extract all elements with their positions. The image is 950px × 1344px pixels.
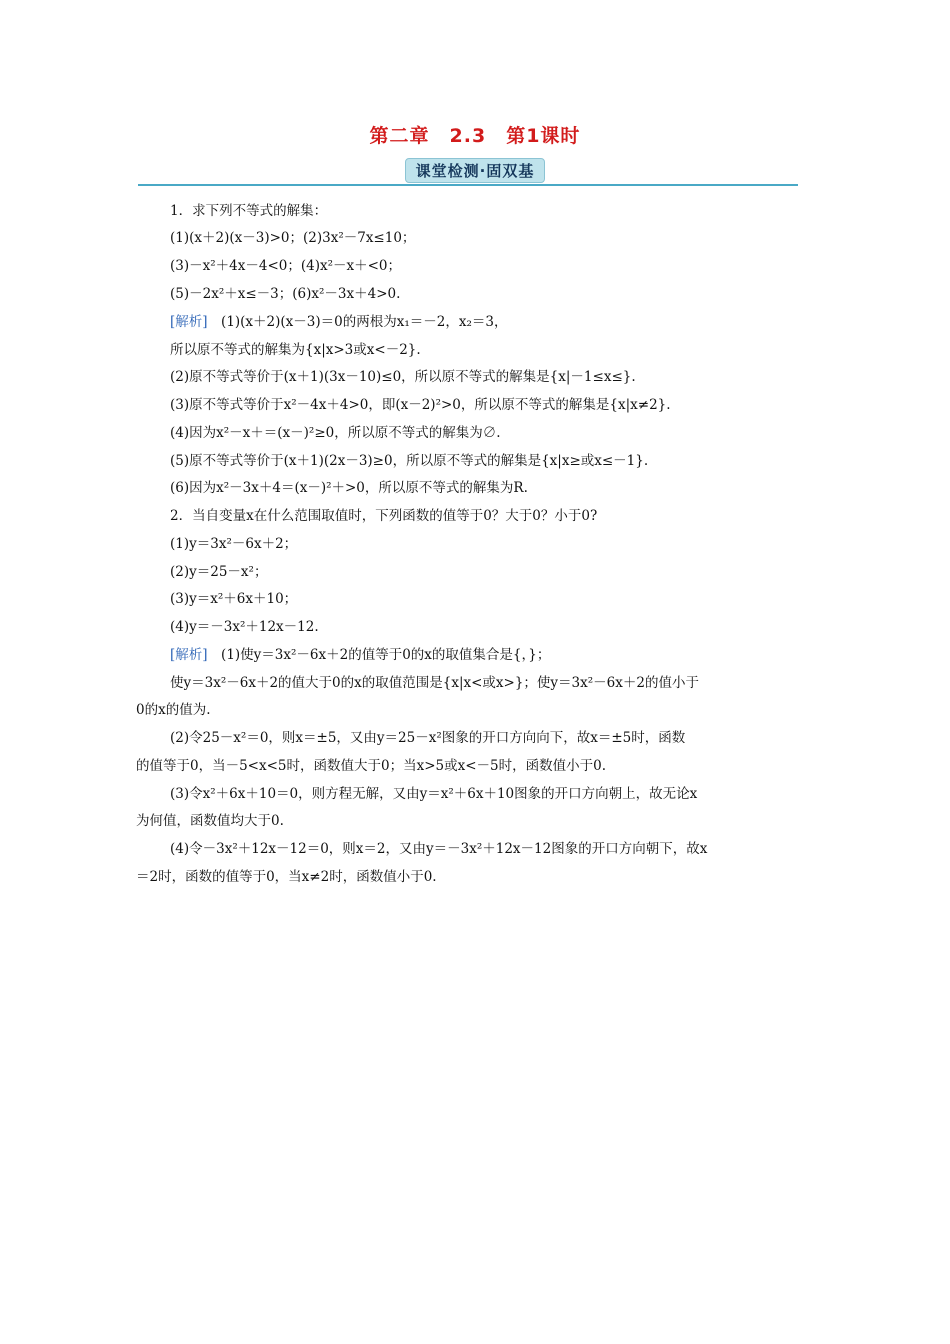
solution-1-conclusion: 所以原不等式的解集为{x|x>3或x<－2}. <box>170 342 421 358</box>
page-title: 第二章 2.3 第1课时 <box>369 125 581 147</box>
solution-2-part-4-end: ＝2时，函数的值等于0，当x≠2时，函数值小于0. <box>136 869 437 885</box>
question-1-stem: 1．求下列不等式的解集： <box>170 203 328 219</box>
question-2-item-2: (2)y＝25－x²； <box>170 564 268 580</box>
question-1-items-1-2: (1)(x＋2)(x－3)>0；(2)3x²－7x≤10； <box>170 230 416 246</box>
question-2-item-3: (3)y＝x²＋6x＋10； <box>170 591 298 607</box>
solution-1-part-4: (4)因为x²－x＋＝(x－)²≥0，所以原不等式的解集为∅. <box>170 425 501 441</box>
solution-2-part-1-end: 0的x的值为. <box>136 702 211 718</box>
solution-2-part-4: (4)令－3x²＋12x－12＝0，则x＝2，又由y＝－3x²＋12x－12图象的开口方向朝下，故x <box>170 841 708 857</box>
solution-1-part-6: (6)因为x²－3x＋4＝(x－)²＋>0，所以原不等式的解集为R. <box>170 480 528 496</box>
solution-1-part-2: (2)原不等式等价于(x＋1)(3x－10)≤0，所以原不等式的解集是{x|－1≤x≤}. <box>170 369 636 385</box>
solution-2-part-2: (2)令25－x²＝0，则x＝±5，又由y＝25－x²图象的开口方向向下，故x＝±5时，函数 <box>170 730 686 746</box>
solution-2-text: (1)使y＝3x²－6x＋2的值等于0的x的取值集合是{，}； <box>207 647 551 663</box>
question-1-items-3-4: (3)－x²＋4x－4<0；(4)x²－x＋<0； <box>170 258 402 274</box>
solution-2-part-2-end: 的值等于0，当－5<x<5时，函数值大于0；当x>5或x<－5时，函数值小于0. <box>136 758 607 774</box>
solution-2-part-3: (3)令x²＋6x＋10＝0，则方程无解，又由y＝x²＋6x＋10图象的开口方向朝上，故无论x <box>170 786 698 802</box>
solution-2-line <box>170 646 550 664</box>
solution-tag: [解析] <box>170 647 208 663</box>
solution-2-part-3-end: 为何值，函数值均大于0. <box>136 813 284 829</box>
section-banner: 课堂检测·固双基 <box>405 158 546 183</box>
header-divider <box>138 184 798 186</box>
section-banner-wrap <box>0 158 950 183</box>
question-1-items-5-6: (5)－2x²＋x≤－3；(6)x²－3x＋4>0. <box>170 286 401 302</box>
question-2-item-1: (1)y＝3x²－6x＋2； <box>170 536 298 552</box>
solution-2-part-1-cont: 使y＝3x²－6x＋2的值大于0的x的取值范围是{x|x<或x>}；使y＝3x²－6x＋2的值小于 <box>170 675 699 691</box>
solution-tag: [解析] <box>170 314 208 330</box>
question-2-stem: 2．当自变量x在什么范围取值时，下列函数的值等于0？大于0？小于0? <box>170 508 598 524</box>
solution-1-part-3: (3)原不等式等价于x²－4x＋4>0，即(x－2)²>0，所以原不等式的解集是{x|x≠2}. <box>170 397 671 413</box>
solution-1-part-5: (5)原不等式等价于(x＋1)(2x－3)≥0，所以原不等式的解集是{x|x≥或x≤－1}. <box>170 453 649 469</box>
question-2-item-4: (4)y＝－3x²＋12x－12. <box>170 619 319 635</box>
solution-1-text: (1)(x＋2)(x－3)＝0的两根为x₁＝－2，x₂＝3， <box>207 314 508 330</box>
solution-1-line <box>170 313 507 331</box>
